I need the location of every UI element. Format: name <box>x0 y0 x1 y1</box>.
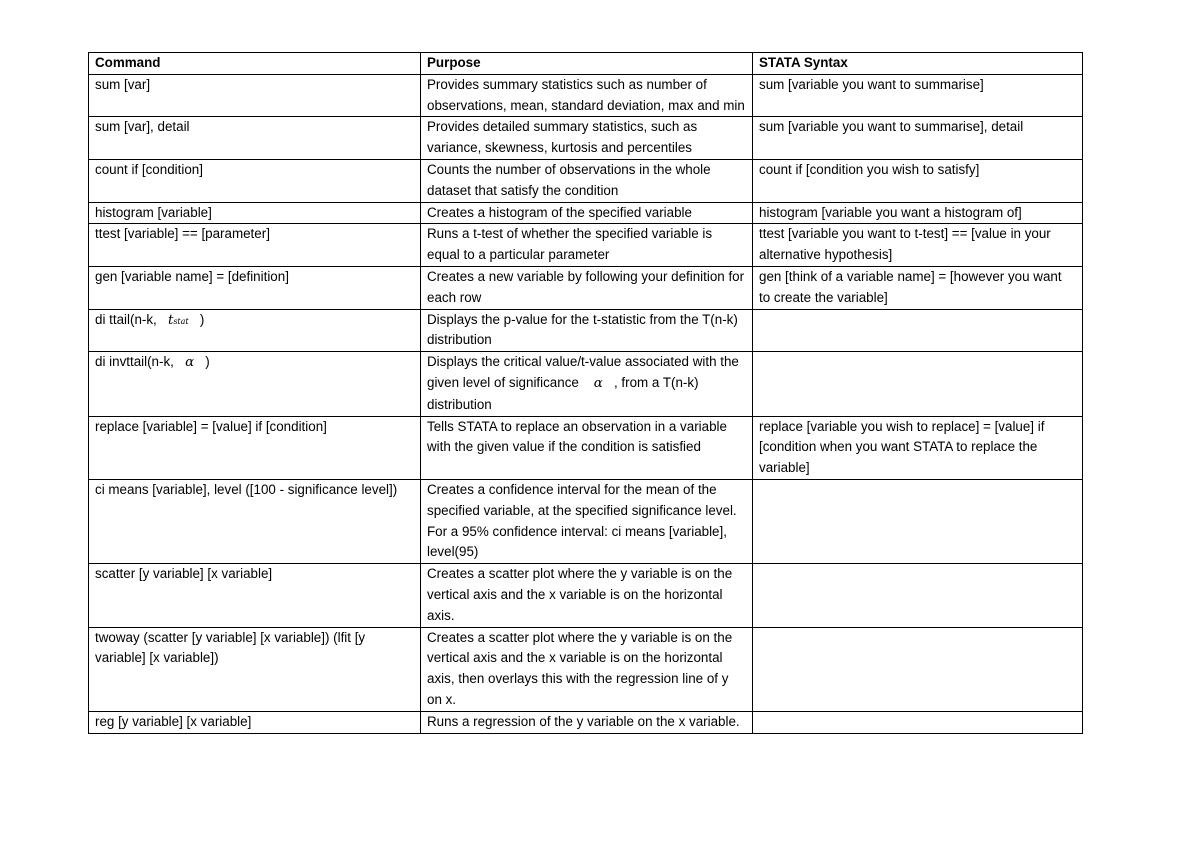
cell-purpose: Counts the number of observations in the whole dataset that satisfy the condition <box>421 159 753 202</box>
table-row <box>89 159 1083 202</box>
cell-command: sum [var] <box>89 74 421 117</box>
purpose-text-end: , from a T(n-k) distribution <box>427 374 699 412</box>
cell-syntax: sum [variable you want to summarise], detail <box>753 117 1083 160</box>
cell-syntax <box>753 711 1083 733</box>
cell-syntax <box>753 309 1083 352</box>
purpose-text: Displays the critical value/t-value associated with the given level of significance <box>427 354 739 390</box>
t-stat-symbol: t <box>167 312 174 328</box>
table-row <box>89 711 1083 733</box>
command-text: di invttail(n-k, <box>95 354 174 370</box>
cell-syntax: ttest [variable you want to t-test] == [value in your alternative hypothesis] <box>753 224 1083 267</box>
cell-command: ttest [variable] == [parameter] <box>89 224 421 267</box>
cell-purpose: Provides summary statistics such as number of observations, mean, standard deviation, max and min <box>421 74 753 117</box>
table-row <box>89 309 1083 352</box>
cell-syntax: count if [condition you wish to satisfy] <box>753 159 1083 202</box>
cell-command: scatter [y variable] [x variable] <box>89 564 421 627</box>
cell-purpose: Provides detailed summary statistics, such as variance, skewness, kurtosis and percentiles <box>421 117 753 160</box>
cell-command: twoway (scatter [y variable] [x variable]) (lfit [y variable] [x variable]) <box>89 627 421 711</box>
cell-purpose: Tells STATA to replace an observation in a variable with the given value if the condition is satisfied <box>421 416 753 479</box>
cell-purpose: Displays the p-value for the t-statistic from the T(n-k) distribution <box>421 309 753 352</box>
table-row <box>89 627 1083 711</box>
table-row <box>89 564 1083 627</box>
cell-purpose: Runs a t-test of whether the specified variable is equal to a particular parameter <box>421 224 753 267</box>
alpha-symbol: α <box>593 375 603 391</box>
cell-command <box>89 352 421 416</box>
cell-command: gen [variable name] = [definition] <box>89 266 421 309</box>
alpha-symbol: α <box>185 355 195 371</box>
cell-command: replace [variable] = [value] if [condition] <box>89 416 421 479</box>
cell-command: count if [condition] <box>89 159 421 202</box>
cell-purpose: Runs a regression of the y variable on the x variable. <box>421 711 753 733</box>
cell-purpose: Creates a scatter plot where the y variable is on the vertical axis and the x variable is on the horizontal axis, then overlays this with the regression line of y on x. <box>421 627 753 711</box>
cell-command: reg [y variable] [x variable] <box>89 711 421 733</box>
cell-syntax: histogram [variable you want a histogram of] <box>753 202 1083 224</box>
cell-command: sum [var], detail <box>89 117 421 160</box>
command-text: di ttail(n-k, <box>95 311 157 327</box>
table-row <box>89 352 1083 416</box>
cell-command <box>89 309 421 352</box>
cell-purpose: Creates a histogram of the specified variable <box>421 202 753 224</box>
header-command: Command <box>89 53 421 75</box>
t-stat-subscript: stat <box>173 316 189 326</box>
table-row <box>89 202 1083 224</box>
header-purpose: Purpose <box>421 53 753 75</box>
cell-purpose: Creates a confidence interval for the mean of the specified variable, at the specified significance level. For a 95% confidence interval: ci means [variable], level(95) <box>421 479 753 563</box>
table-row <box>89 479 1083 563</box>
cell-purpose: Creates a new variable by following your definition for each row <box>421 266 753 309</box>
cell-syntax: replace [variable you wish to replace] = [value] if [condition when you want STATA to replace the variable] <box>753 416 1083 479</box>
table-row <box>89 117 1083 160</box>
cell-syntax <box>753 564 1083 627</box>
command-text-end: ) <box>205 354 210 370</box>
table-row <box>89 416 1083 479</box>
cell-syntax: gen [think of a variable name] = [however you want to create the variable] <box>753 266 1083 309</box>
table-row <box>89 224 1083 267</box>
cell-syntax: sum [variable you want to summarise] <box>753 74 1083 117</box>
table-header-row <box>89 53 1083 75</box>
command-text-end: ) <box>199 311 205 327</box>
table-row <box>89 266 1083 309</box>
cell-command: histogram [variable] <box>89 202 421 224</box>
cell-syntax <box>753 627 1083 711</box>
cell-purpose: Creates a scatter plot where the y variable is on the vertical axis and the x variable is on the horizontal axis. <box>421 564 753 627</box>
cell-syntax <box>753 479 1083 563</box>
header-syntax: STATA Syntax <box>753 53 1083 75</box>
cell-syntax <box>753 352 1083 416</box>
table-row <box>89 74 1083 117</box>
cell-purpose <box>421 352 753 416</box>
cell-command: ci means [variable], level ([100 - significance level]) <box>89 479 421 563</box>
stata-commands-table <box>88 52 1083 734</box>
